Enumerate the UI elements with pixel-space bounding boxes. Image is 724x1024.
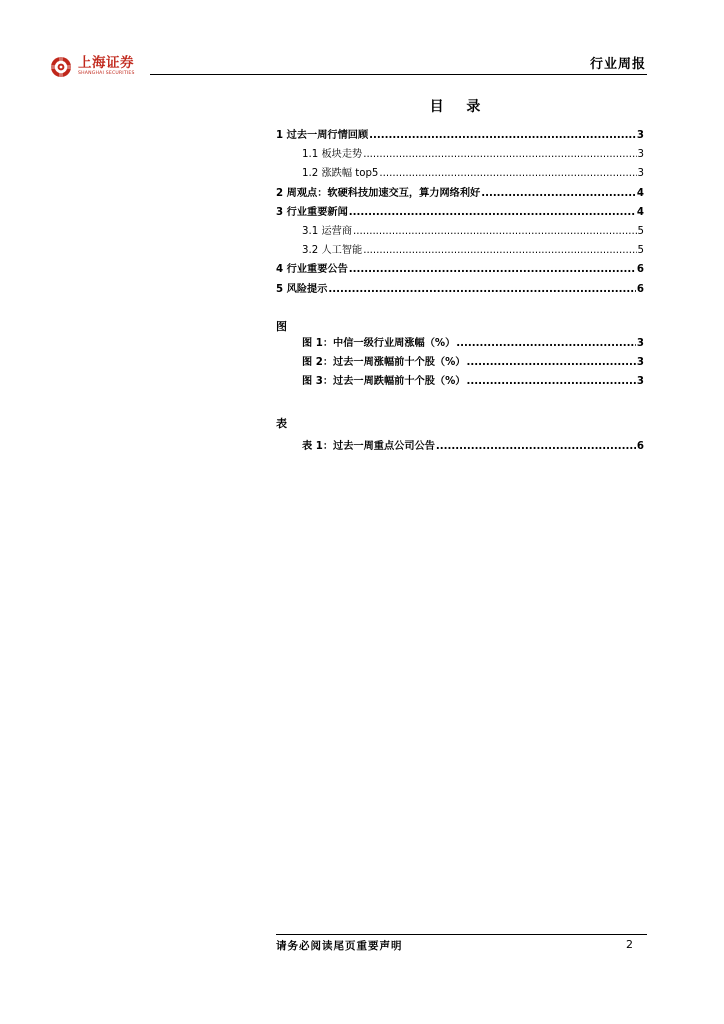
leader-dots xyxy=(349,264,636,275)
header-divider xyxy=(150,74,647,75)
report-type-title: 行业周报 xyxy=(589,57,646,72)
toc-entry-label: 3 行业重要新闻 xyxy=(276,206,348,218)
figure-entry-page: 3 xyxy=(636,357,644,369)
tables-heading: 表 xyxy=(276,417,287,430)
figures-heading: 图 xyxy=(276,320,287,333)
leader-dots xyxy=(466,376,635,387)
toc-entry-page: 3 xyxy=(637,168,644,180)
company-logo xyxy=(50,56,135,78)
toc-title: 目 录 xyxy=(429,99,490,115)
toc-entry-page: 5 xyxy=(637,245,644,257)
figure-entry-label: 图 3：过去一周跌幅前十个股（%） xyxy=(302,376,466,388)
leader-dots xyxy=(369,130,636,141)
toc-entry-label: 1.1 板块走势 xyxy=(302,149,363,161)
toc-entry-page: 5 xyxy=(637,225,644,237)
leader-dots xyxy=(379,168,636,179)
table-entry-page: 6 xyxy=(636,441,644,452)
leader-dots xyxy=(363,245,636,256)
toc-entry[interactable] xyxy=(276,260,644,279)
toc-entry[interactable] xyxy=(276,222,644,241)
footer-disclaimer: 请务必阅读尾页重要声明 xyxy=(276,940,403,952)
toc-entry[interactable] xyxy=(276,145,644,164)
table-entry-label: 表 1：过去一周重点公司公告 xyxy=(302,441,435,452)
figures-list xyxy=(276,334,644,392)
leader-dots xyxy=(328,284,636,295)
toc-entry[interactable] xyxy=(276,164,644,183)
figure-entry-label: 图 2：过去一周涨幅前十个股（%） xyxy=(302,357,466,369)
toc-entry-label: 2 周观点：软硬科技加速交互，算力网络利好 xyxy=(276,187,481,199)
toc-entry-label: 1 过去一周行情回顾 xyxy=(276,130,369,141)
figure-entry-page: 3 xyxy=(636,376,644,388)
toc-entry-label: 3.1 运营商 xyxy=(302,225,353,237)
footer-divider xyxy=(276,934,647,935)
figure-entry[interactable] xyxy=(276,372,644,391)
toc-entry-page: 3 xyxy=(637,149,644,161)
page-number: 2 xyxy=(626,938,633,951)
toc-entry-page: 3 xyxy=(636,130,644,141)
toc-entry-label: 4 行业重要公告 xyxy=(276,264,348,276)
leader-dots xyxy=(353,226,637,237)
leader-dots xyxy=(481,188,636,199)
toc-entry-page: 6 xyxy=(636,264,644,276)
logo-emblem-icon xyxy=(50,56,72,78)
figure-entry[interactable] xyxy=(276,353,644,372)
leader-dots xyxy=(436,441,636,452)
logo-name-cn: 上海证券 xyxy=(78,54,134,71)
figure-entry-label: 图 1：中信一级行业周涨幅（%） xyxy=(302,338,456,349)
toc-entry-page: 4 xyxy=(636,187,644,199)
logo-name-en: SHANGHAI SECURITIES xyxy=(78,71,135,77)
toc-entry-label: 1.2 涨跌幅 top5 xyxy=(302,168,379,180)
toc-entry-page: 4 xyxy=(636,206,644,218)
leader-dots xyxy=(349,207,636,218)
toc-entry-page: 6 xyxy=(636,283,644,295)
leader-dots xyxy=(466,357,635,368)
table-entry[interactable] xyxy=(276,437,644,456)
leader-dots xyxy=(363,149,636,160)
toc-entry[interactable] xyxy=(276,126,644,145)
toc-entry-label: 5 风险提示 xyxy=(276,283,328,295)
toc-entry[interactable] xyxy=(276,203,644,222)
figure-entry-page: 3 xyxy=(636,338,644,349)
figure-entry[interactable] xyxy=(276,334,644,353)
toc-entry[interactable] xyxy=(276,280,644,299)
toc-entry[interactable] xyxy=(276,184,644,203)
toc-entry[interactable] xyxy=(276,241,644,260)
toc-entry-label: 3.2 人工智能 xyxy=(302,245,363,257)
leader-dots xyxy=(456,338,636,349)
tables-list xyxy=(276,437,644,456)
toc-list xyxy=(276,126,644,299)
